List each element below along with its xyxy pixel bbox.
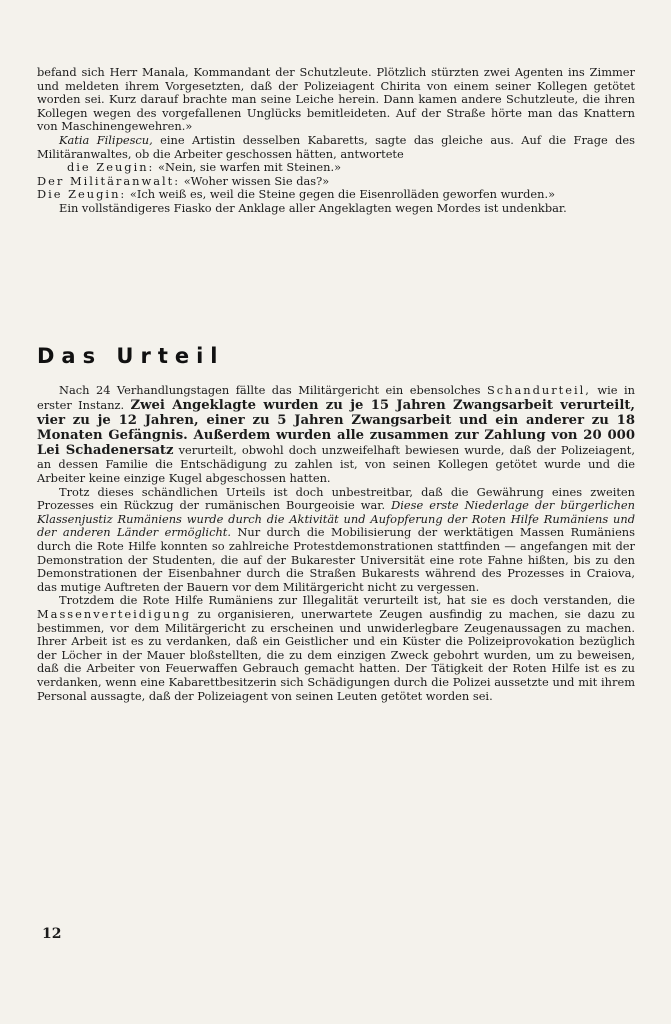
spaced-emphasis: Massenverteidigung [37, 606, 191, 621]
dialog-speaker: Die Zeugin: [37, 187, 127, 202]
paragraph-fiasko [37, 202, 635, 216]
paragraph-defense [37, 594, 635, 703]
dialog-text: «Nein, sie warfen mit Steinen.» [154, 160, 342, 175]
bold-emphasis: Zwei Angeklagte wurden zu je 15 Jahren Zwangsarbeit verurteilt, vier zu je 12 Jahren, einer zu 5 Jahren Zwangsarbeit und ein anderer zu 18 Monaten Gefängnis. Außerdem wurden alle zusammen zur Zahlung von 20 000 Lei Schadenersatz [37, 397, 636, 459]
paragraph-verdict [37, 384, 635, 486]
witness-name: Katia Filipescu, [59, 132, 153, 147]
paragraph-text: Nach 24 Verhandlungstagen fällte das Militärgericht ein ebensolches [59, 383, 487, 397]
dialog-line-2 [37, 175, 635, 189]
upper-text-block [37, 66, 635, 216]
dialog-speaker: die Zeugin: [67, 160, 155, 175]
paragraph-text: eine Artistin desselben Kabaretts, sagte das gleiche aus. Auf die Frage des Militäranwaltes, ob die Arbeiter geschossen hätten, antwortete [37, 132, 635, 161]
dialog-speaker: Der Militäranwalt: [37, 173, 181, 188]
paragraph-filipescu [37, 134, 635, 161]
paragraph-text: befand sich Herr Manala, Kommandant der Schutzleute. Plötzlich stürzten zwei Agenten ins Zimmer und meldeten ihrem Vorgesetzten, daß der Polizeiagent Chirita von einem seiner Kollegen getötet worden sei. Kurz darauf brachte man seine Leiche herein. Dann kamen andere Schutzleute, die ihren Kollegen wegen des vorgefallenen Unglücks bemitleideten. Auf der Straße hörte man das Knattern von Maschinengewehren.» [37, 65, 635, 134]
paragraph-text: wie in erster Instanz. [37, 383, 635, 412]
dialog-line-3 [37, 188, 635, 202]
paragraph-text: zu organisieren, unerwartete Zeugen ausfindig zu machen, sie dazu zu bestimmen, vor dem Militärgericht zu erscheinen und unwiderlegbare Zeugenaussagen zu machen. Ihrer Arbeit ist es zu verdanken, daß ein Geistlicher und ein Küster die Polizeiprovokation bezüglich der Löcher in der Mauer bloßstellten, die zu dem einzigen Zweck gebohrt wurden, um zu beweisen, daß die Arbeiter von Feuerwaffen Gebrauch gemacht hatten. Der Tätigkeit der Roten Hilfe ist es zu verdanken, wenn eine Kabarettbesitzerin sich Schädigungen durch die Polizei aussetzte und mit ihrem Personal aussagte, daß der Polizeiagent von seinen Leuten getötet worden sei. [37, 606, 635, 703]
paragraph-text: verurteilt, obwohl doch unzweifelhaft bewiesen wurde, daß der Polizeiagent, an dessen Familie die Entschädigung zu zahlen ist, von seinen Kollegen getötet wurde und die Arbeiter keine einzige Kugel abgeschossen hatten. [37, 443, 635, 485]
italic-emphasis: Diese erste Niederlage der bürgerlichen Klassenjustiz Rumäniens wurde durch die Aktivität und Aufopferung der Roten Hilfe Rumäniens und der anderen Länder ermöglicht. [37, 498, 635, 540]
paragraph-text: Trotzdem die Rote Hilfe Rumäniens zur Illegalität verurteilt ist, hat sie es doch verstanden, die [59, 593, 635, 608]
paragraph-text: Ein vollständigeres Fiasko der Anklage aller Angeklagten wegen Mordes ist undenkbar. [59, 200, 567, 215]
dialog-text: «Woher wissen Sie das?» [180, 173, 330, 188]
dialog-line-1 [37, 161, 635, 175]
spaced-emphasis: Schandurteil, [486, 383, 591, 397]
verdict-text-block [37, 384, 635, 703]
page-number: 12 [42, 926, 62, 942]
section-heading: Das Urteil [37, 344, 225, 368]
paragraph-text: Nur durch die Mobilisierung der werktätigen Massen Rumäniens durch die Rote Hilfe konnten so zahlreiche Protestdemonstrationen stattfinden — angefangen mit der Demonstration der Studenten, die auf der Bukarester Universität eine rote Fahne hißten, bis zu den Demonstrationen der Eisenbahner durch die Straßen Bukarests während des Prozesses in Craiova, das mutige Auftreten der Bauern vor dem Militärgericht nicht zu vergessen. [37, 525, 635, 594]
paragraph-testimony-end [37, 66, 635, 134]
dialog-text: «Ich weiß es, weil die Steine gegen die Eisenrolläden geworfen wurden.» [126, 187, 556, 202]
paragraph-retreat [37, 486, 635, 595]
paragraph-text: Trotz dieses schändlichen Urteils ist doch unbestreitbar, daß die Gewährung eines zweiten Prozesses ein Rückzug der rumänischen Bourgeoisie war. [37, 484, 635, 513]
